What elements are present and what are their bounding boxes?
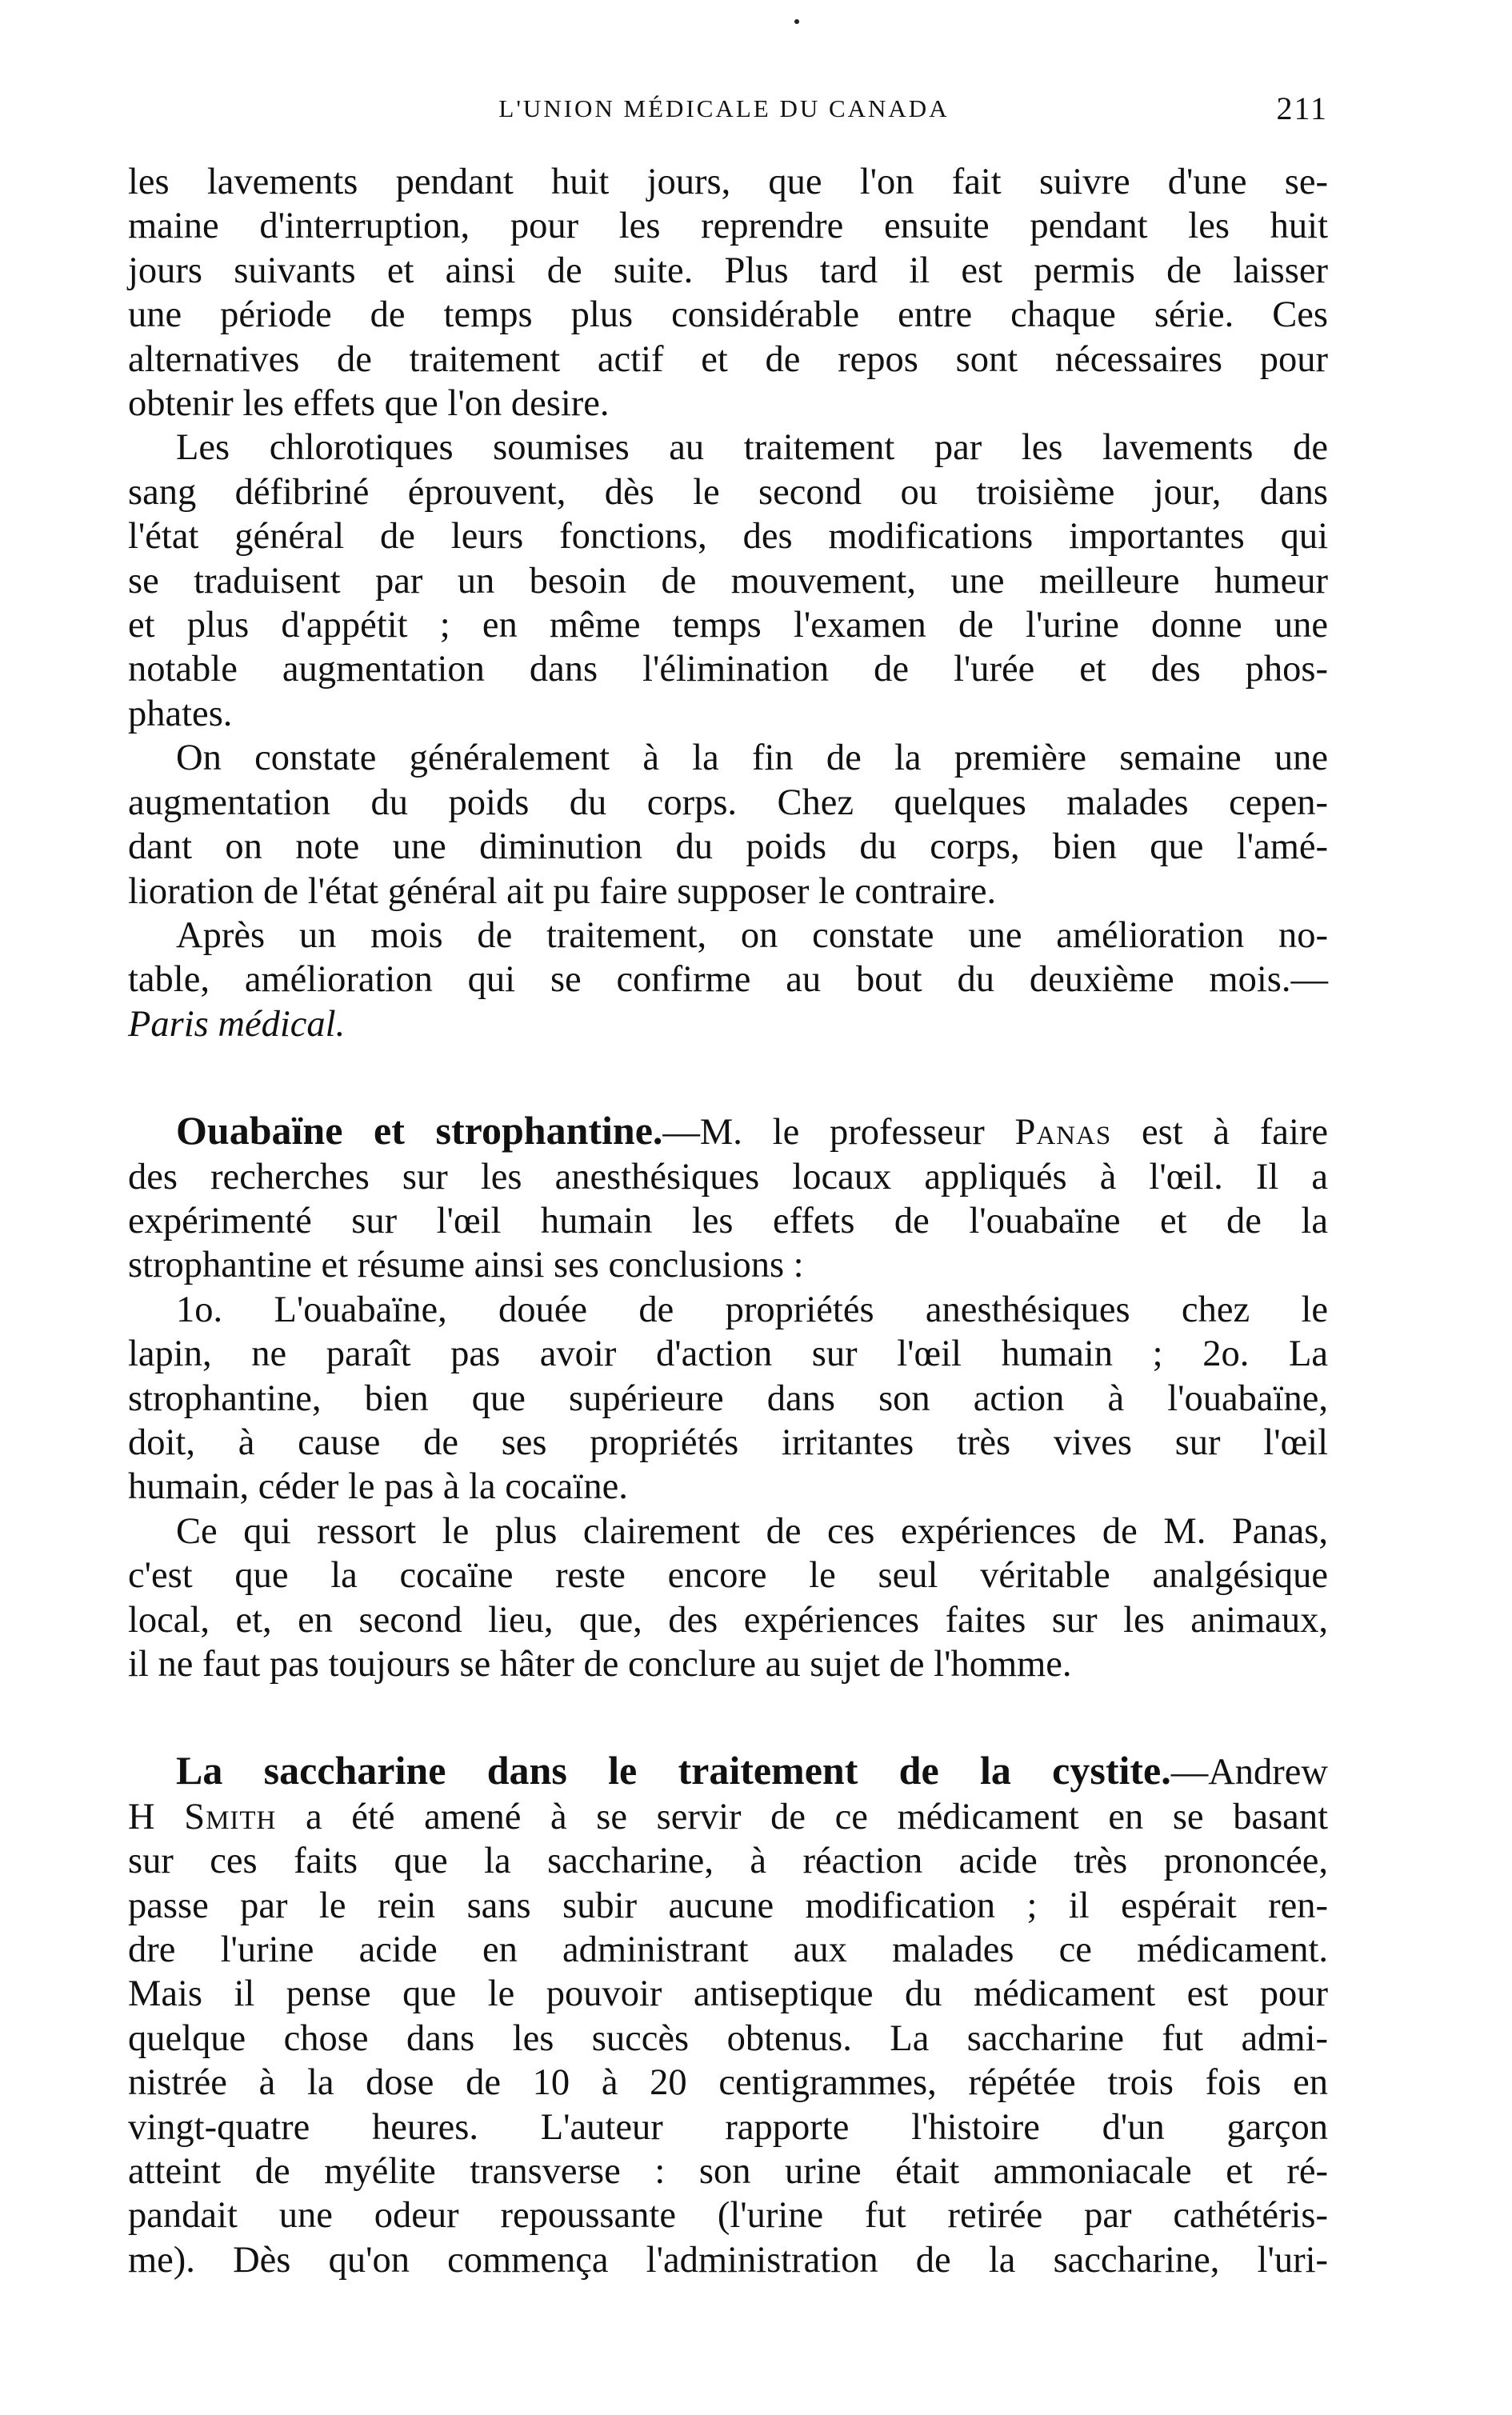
text-line: il ne faut pas toujours se hâter de conclure au sujet de l'homme. <box>128 1644 1072 1685</box>
paragraph-chlorotiques <box>128 426 1328 736</box>
text-line: Mais il pense que le pouvoir antiseptique du médicament est pour <box>128 1973 1328 2015</box>
text-line: dant on note une diminution du poids du corps, bien que l'amé- <box>128 826 1328 868</box>
text-line: augmentation du poids du corps. Chez quelques malades cepen- <box>128 782 1328 823</box>
body-text <box>128 160 1328 2282</box>
text-line <box>128 1109 1328 1154</box>
section-gap <box>128 1686 1328 1749</box>
text-line: passe par le rein sans subir aucune modification ; il espérait ren- <box>128 1885 1328 1926</box>
text-line: dre l'urine acide en administrant aux malades ce médicament. <box>128 1929 1328 1971</box>
author-name: Panas <box>1014 1112 1112 1154</box>
paragraph-conclusions <box>128 1288 1328 1509</box>
text-line <box>128 1749 1328 1794</box>
text-line: lioration de l'état général ait pu faire supposer le contraire. <box>128 870 997 912</box>
text-line: Les chlorotiques soumises au traitement par les lavements de <box>176 427 1328 469</box>
intro-text: —Andrew <box>1170 1752 1328 1793</box>
text-line: quelque chose dans les succès obtenus. La saccharine fut admi- <box>128 2017 1328 2059</box>
print-speck <box>794 19 799 24</box>
section-title-ouabaine: Ouabaïne et strophantine. <box>176 1108 663 1154</box>
running-head <box>120 90 1328 138</box>
text-line: obtenir les effets que l'on desire. <box>128 383 610 425</box>
text-line: me). Dès qu'on commença l'administration de la saccharine, l'uri- <box>128 2239 1328 2281</box>
running-title: L'UNION MÉDICALE DU CANADA <box>498 94 950 122</box>
text-line: table, amélioration qui se confirme au bout du deuxième mois.— <box>128 959 1328 1001</box>
text-line: vingt-quatre heures. L'auteur rapporte l'histoire d'un garçon <box>128 2106 1328 2148</box>
text-line: lapin, ne paraît pas avoir d'action sur l'œil humain ; 2o. La <box>128 1333 1328 1375</box>
text-line: local, et, en second lieu, que, des expériences faites sur les animaux, <box>128 1599 1328 1641</box>
text-line: phates. <box>128 693 233 734</box>
text-line: strophantine, bien que supérieure dans son action à l'ouabaïne, <box>128 1377 1328 1419</box>
text-line: des recherches sur les anesthésiques locaux appliqués à l'œil. Il a <box>128 1156 1328 1198</box>
text-line: jours suivants et ainsi de suite. Plus tard il est permis de laisser <box>128 250 1328 291</box>
paragraph-cocaine <box>128 1509 1328 1687</box>
text-line <box>128 1795 1328 1839</box>
text-line: maine d'interruption, pour les reprendre ensuite pendant les huit <box>128 206 1328 247</box>
text-line: c'est que la cocaïne reste encore le seul véritable analgésique <box>128 1555 1328 1597</box>
text-line: strophantine et résume ainsi ses conclusions : <box>128 1245 804 1286</box>
paragraph-mois <box>128 914 1328 1046</box>
text-line: pandait une odeur repoussante (l'urine fut retirée par cathétéris- <box>128 2195 1328 2237</box>
text-line: notable augmentation dans l'élimination de l'urée et des phos- <box>128 649 1328 690</box>
intro-text: est à faire <box>1111 1112 1328 1154</box>
text-line: doit, à cause de ses propriétés irritantes très vives sur l'œil <box>128 1421 1328 1463</box>
text-line: Après un mois de traitement, on constate une amélioration no- <box>176 914 1328 956</box>
text-line: atteint de myélite transverse : son urine était ammoniacale et ré- <box>128 2151 1328 2193</box>
text-line: sur ces faits que la saccharine, à réaction acide très prononcée, <box>128 1841 1328 1882</box>
text-line: les lavements pendant huit jours, que l'on fait suivre d'une se- <box>128 162 1328 202</box>
text-line: 1o. L'ouabaïne, douée de propriétés anesthésiques chez le <box>176 1289 1328 1330</box>
author-initial: H <box>128 1796 185 1837</box>
text-line: Ce qui ressort le plus clairement de ces expériences de M. Panas, <box>176 1510 1328 1552</box>
text-line: sang défibriné éprouvent, dès le second ou troisième jour, dans <box>128 471 1328 513</box>
source-citation: Paris médical. <box>128 1003 346 1045</box>
text-line: alternatives de traitement actif et de repos sont nécessaires pour <box>128 338 1328 380</box>
section-saccharine <box>128 1749 1328 2282</box>
text-line: humain, céder le pas à la cocaïne. <box>128 1466 628 1508</box>
paragraph-poids <box>128 736 1328 914</box>
text-line: l'état général de leurs fonctions, des modifications importantes qui <box>128 516 1328 558</box>
section-ouabaine <box>128 1109 1328 1288</box>
section-title-saccharine: La saccharine dans le traitement de la cystite. <box>176 1748 1171 1793</box>
intro-text: —M. le professeur <box>662 1112 1015 1154</box>
author-name: Smith <box>184 1796 277 1837</box>
paragraph-lavements <box>128 160 1328 426</box>
text-line: une période de temps plus considérable entre chaque série. Ces <box>128 294 1328 336</box>
text-line: On constate généralement à la fin de la première semaine une <box>176 738 1328 779</box>
section-gap <box>128 1046 1328 1109</box>
text-line: se traduisent par un besoin de mouvement, une meilleure humeur <box>128 560 1328 602</box>
text-line: expérimenté sur l'œil humain les effets de l'ouabaïne et de la <box>128 1200 1328 1241</box>
text-line: nistrée à la dose de 10 à 20 centigrammes, répétée trois fois en <box>128 2062 1328 2104</box>
text-line: et plus d'appétit ; en même temps l'examen de l'urine donne une <box>128 605 1328 646</box>
text-fragment: a été amené à se servir de ce médicament en se basant <box>276 1796 1328 1837</box>
page-number: 211 <box>1276 90 1328 126</box>
